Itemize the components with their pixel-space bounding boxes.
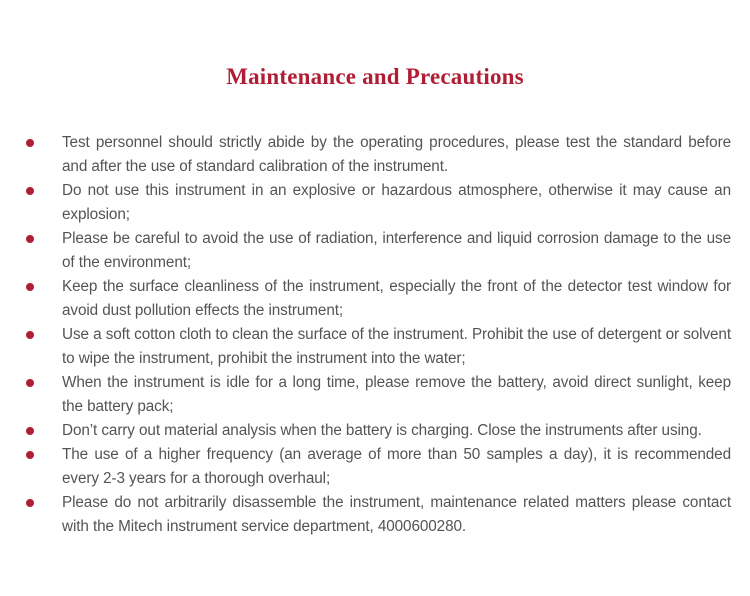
list-item — [25, 275, 731, 323]
list-item-text: The use of a higher frequency (an average of more than 50 samples a day), it is recommended every 2-3 years for a thorough overhaul; — [62, 446, 731, 487]
bullet-icon — [26, 187, 34, 195]
list-item — [25, 443, 731, 491]
bullet-icon — [26, 451, 34, 459]
list-item — [25, 179, 731, 227]
list-item — [25, 419, 731, 443]
bullet-icon — [26, 427, 34, 435]
bullet-icon — [26, 283, 34, 291]
precautions-list — [25, 131, 731, 539]
list-item-text: Keep the surface cleanliness of the instrument, especially the front of the detector test window for avoid dust pollution effects the instrument; — [62, 278, 731, 319]
list-item — [25, 323, 731, 371]
page-title: Maintenance and Precautions — [226, 64, 524, 89]
list-item-text: Use a soft cotton cloth to clean the surface of the instrument. Prohibit the use of detergent or solvent to wipe the instrument, prohibit the instrument into the water; — [62, 326, 731, 367]
bullet-icon — [26, 379, 34, 387]
list-item — [25, 227, 731, 275]
list-item-text: Please be careful to avoid the use of radiation, interference and liquid corrosion damage to the use of the environment; — [62, 230, 731, 271]
bullet-icon — [26, 139, 34, 147]
list-item — [25, 491, 731, 539]
list-item-text: Test personnel should strictly abide by the operating procedures, please test the standard before and after the use of standard calibration of the instrument. — [62, 134, 731, 175]
list-item-text: Don’t carry out material analysis when the battery is charging. Close the instruments after using. — [62, 422, 702, 439]
list-item-text: Please do not arbitrarily disassemble the instrument, maintenance related matters please contact with the Mitech instrument service department, 4000600280. — [62, 494, 731, 535]
bullet-icon — [26, 499, 34, 507]
list-item-text: Do not use this instrument in an explosive or hazardous atmosphere, otherwise it may cause an explosion; — [62, 182, 731, 223]
list-item — [25, 371, 731, 419]
bullet-icon — [26, 331, 34, 339]
list-item-text: When the instrument is idle for a long time, please remove the battery, avoid direct sunlight, keep the battery pack; — [62, 374, 731, 415]
list-item — [25, 131, 731, 179]
bullet-icon — [26, 235, 34, 243]
